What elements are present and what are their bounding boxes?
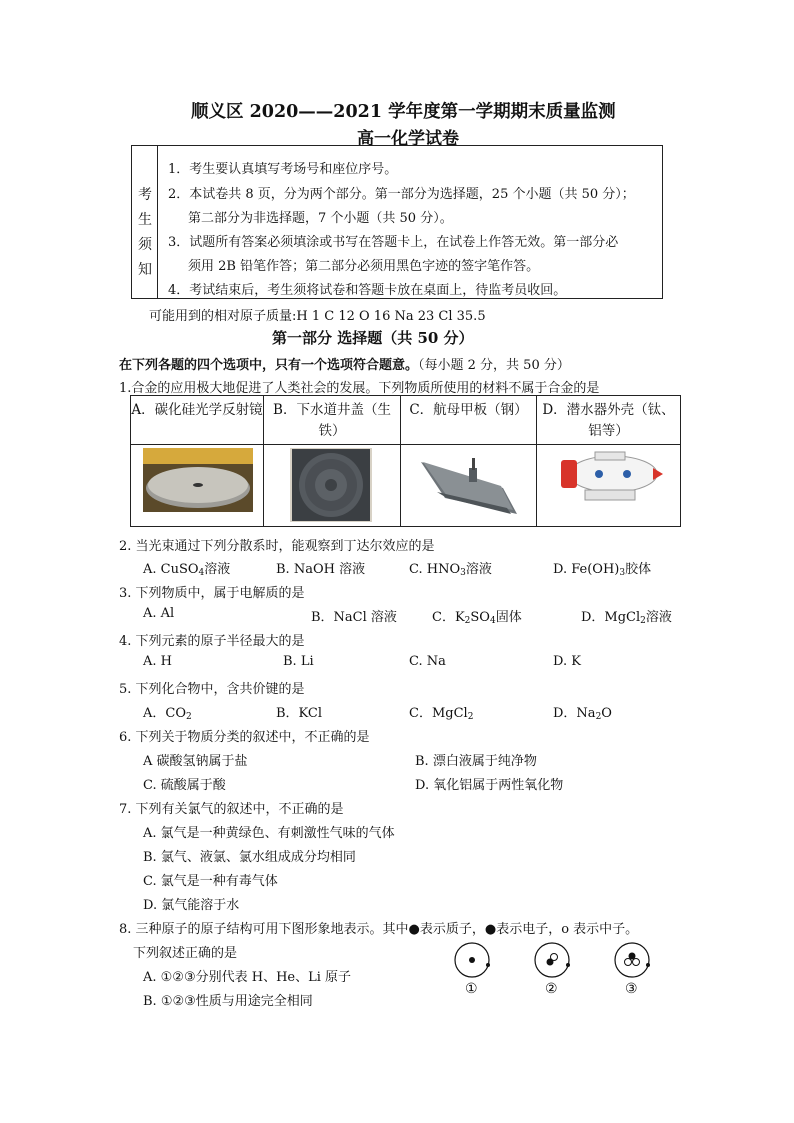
atom-3-diagram	[615, 943, 650, 977]
atom-label-3: ③	[625, 981, 638, 997]
q6-option-b: B. 漂白液属于纯净物	[415, 754, 537, 769]
q5-option-c: C．MgCl$_2$	[409, 706, 474, 722]
question-5-stem: 5. 下列化合物中，含共价键的是	[119, 682, 305, 697]
question-2-stem: 2. 当光束通过下列分散系时，能观察到丁达尔效应的是	[119, 539, 435, 554]
q4-option-d: D. K	[553, 654, 581, 669]
notice-side-char: 生	[138, 212, 152, 228]
manhole-cover-photo-icon	[290, 448, 372, 522]
q5-option-a: A．$CO_2$	[143, 706, 192, 722]
exam-subtitle: 高一化学试卷	[357, 129, 459, 149]
q1-cell-d	[537, 396, 680, 526]
q4-option-c: C. Na	[409, 654, 446, 669]
part-one-title: 第一部分 选择题（共 50 分）	[272, 329, 474, 347]
question-8-stem: 8. 三种原子的原子结构可用下图形象地表示。其中●表示质子，●表示电子，o 表示中子。	[119, 922, 639, 937]
instruction-bold: 在下列各题的四个选项中，只有一个选项符合题意。	[119, 358, 419, 373]
q7-option-d: D. 氯气能溶于水	[143, 898, 240, 913]
atom-label-1: ①	[465, 981, 478, 997]
question-1-table	[130, 395, 681, 527]
mirror-photo-icon	[143, 448, 253, 512]
instruction-normal: （每小题 2 分，共 50 分）	[418, 358, 570, 373]
atom-2-diagram	[535, 943, 570, 977]
q8-option-b: B. ①②③性质与用途完全相同	[143, 994, 313, 1009]
q6-option-d: D. 氧化铝属于两性氧化物	[415, 778, 564, 793]
q3-option-b: B．NaCl 溶液	[311, 610, 397, 625]
notice-side-char: 须	[138, 237, 152, 253]
instruction-line	[119, 354, 570, 373]
q1-cell-c	[401, 396, 537, 526]
question-3-stem: 3. 下列物质中，属于电解质的是	[119, 586, 305, 601]
exam-title: 顺义区 2020——2021 学年度第一学期期末质量监测	[191, 102, 616, 122]
question-7-stem: 7. 下列有关氯气的叙述中，不正确的是	[119, 802, 344, 817]
q3-option-c: C．$K_2SO_4$固体	[432, 610, 522, 626]
notice-line: 须用 2B 铅笔作答；第二部分必须用黑色字迹的签字笔作答。	[188, 259, 540, 274]
question-8-stem-2: 下列叙述正确的是	[133, 946, 238, 961]
atom-1-diagram	[455, 943, 490, 977]
q7-option-a: A. 氯气是一种黄绿色、有刺激性气味的气体	[143, 826, 395, 841]
q4-option-b: B. Li	[283, 654, 314, 669]
atom-diagrams	[450, 940, 655, 980]
question-6-stem: 6. 下列关于物质分类的叙述中，不正确的是	[119, 730, 370, 745]
q4-option-a: A. H	[143, 654, 172, 669]
q1-table-divider	[131, 444, 680, 445]
question-4-stem: 4. 下列元素的原子半径最大的是	[119, 634, 305, 649]
notice-line: 第二部分为非选择题，7 个小题（共 50 分）。	[188, 211, 453, 226]
notice-side-char: 知	[138, 262, 152, 278]
notice-line: 3．试题所有答案必须填涂或书写在答题卡上，在试卷上作答无效。第一部分必	[168, 235, 619, 250]
notice-side-label	[132, 146, 158, 298]
q7-option-b: B. 氯气、液氯、氯水组成成分均相同	[143, 850, 356, 865]
notice-side-char: 考	[138, 187, 152, 203]
q3-option-a: A. Al	[143, 606, 175, 621]
candidate-notice-box	[131, 145, 663, 299]
q5-option-d: D．$Na_2O$	[553, 706, 612, 722]
q6-option-a: A 碳酸氢钠属于盐	[143, 754, 248, 769]
q8-option-a: A. ①②③分别代表 H、He、Li 原子	[143, 970, 352, 985]
q2-option-a: A. CuSO$_4$溶液	[143, 562, 231, 578]
notice-line: 1．考生要认真填写考场号和座位序号。	[168, 162, 398, 177]
q2-option-c: C. $HNO_3$溶液	[409, 562, 492, 578]
q3-option-d: D．MgCl$_2$溶液	[581, 610, 672, 626]
aircraft-carrier-photo-icon	[417, 448, 523, 516]
q1-option-c: C．航母甲板（钢）	[409, 402, 528, 418]
q1-option-a: A．碳化硅光学反射镜	[131, 402, 263, 418]
question-1-stem: 1.合金的应用极大地促进了人类社会的发展。下列物质所使用的材料不属于合金的是	[119, 381, 600, 396]
atomic-mass-line: 可能用到的相对原子质量:H 1 C 12 O 16 Na 23 Cl 35.5	[149, 309, 486, 324]
q7-option-c: C. 氯气是一种有毒气体	[143, 874, 278, 889]
q1-cell-b	[264, 396, 401, 526]
notice-line: 2．本试卷共 8 页，分为两个部分。第一部分为选择题，25 个小题（共 50 分）；	[168, 187, 635, 202]
q1-option-b: B．下水道井盖（生铁）	[273, 402, 391, 439]
q5-option-b: B．KCl	[276, 706, 323, 721]
atom-label-2: ②	[545, 981, 558, 997]
q2-option-d: D. $Fe(OH)_3$胶体	[553, 562, 652, 578]
q6-option-c: C. 硫酸属于酸	[143, 778, 226, 793]
q1-option-d: D．潜水器外壳（钛、铝等）	[542, 402, 675, 439]
notice-line: 4．考试结束后，考生须将试卷和答题卡放在桌面上，待监考员收回。	[168, 283, 567, 298]
q1-cell-a	[131, 396, 264, 526]
q2-option-b: B. NaOH 溶液	[276, 562, 366, 577]
submersible-photo-icon	[555, 448, 665, 504]
